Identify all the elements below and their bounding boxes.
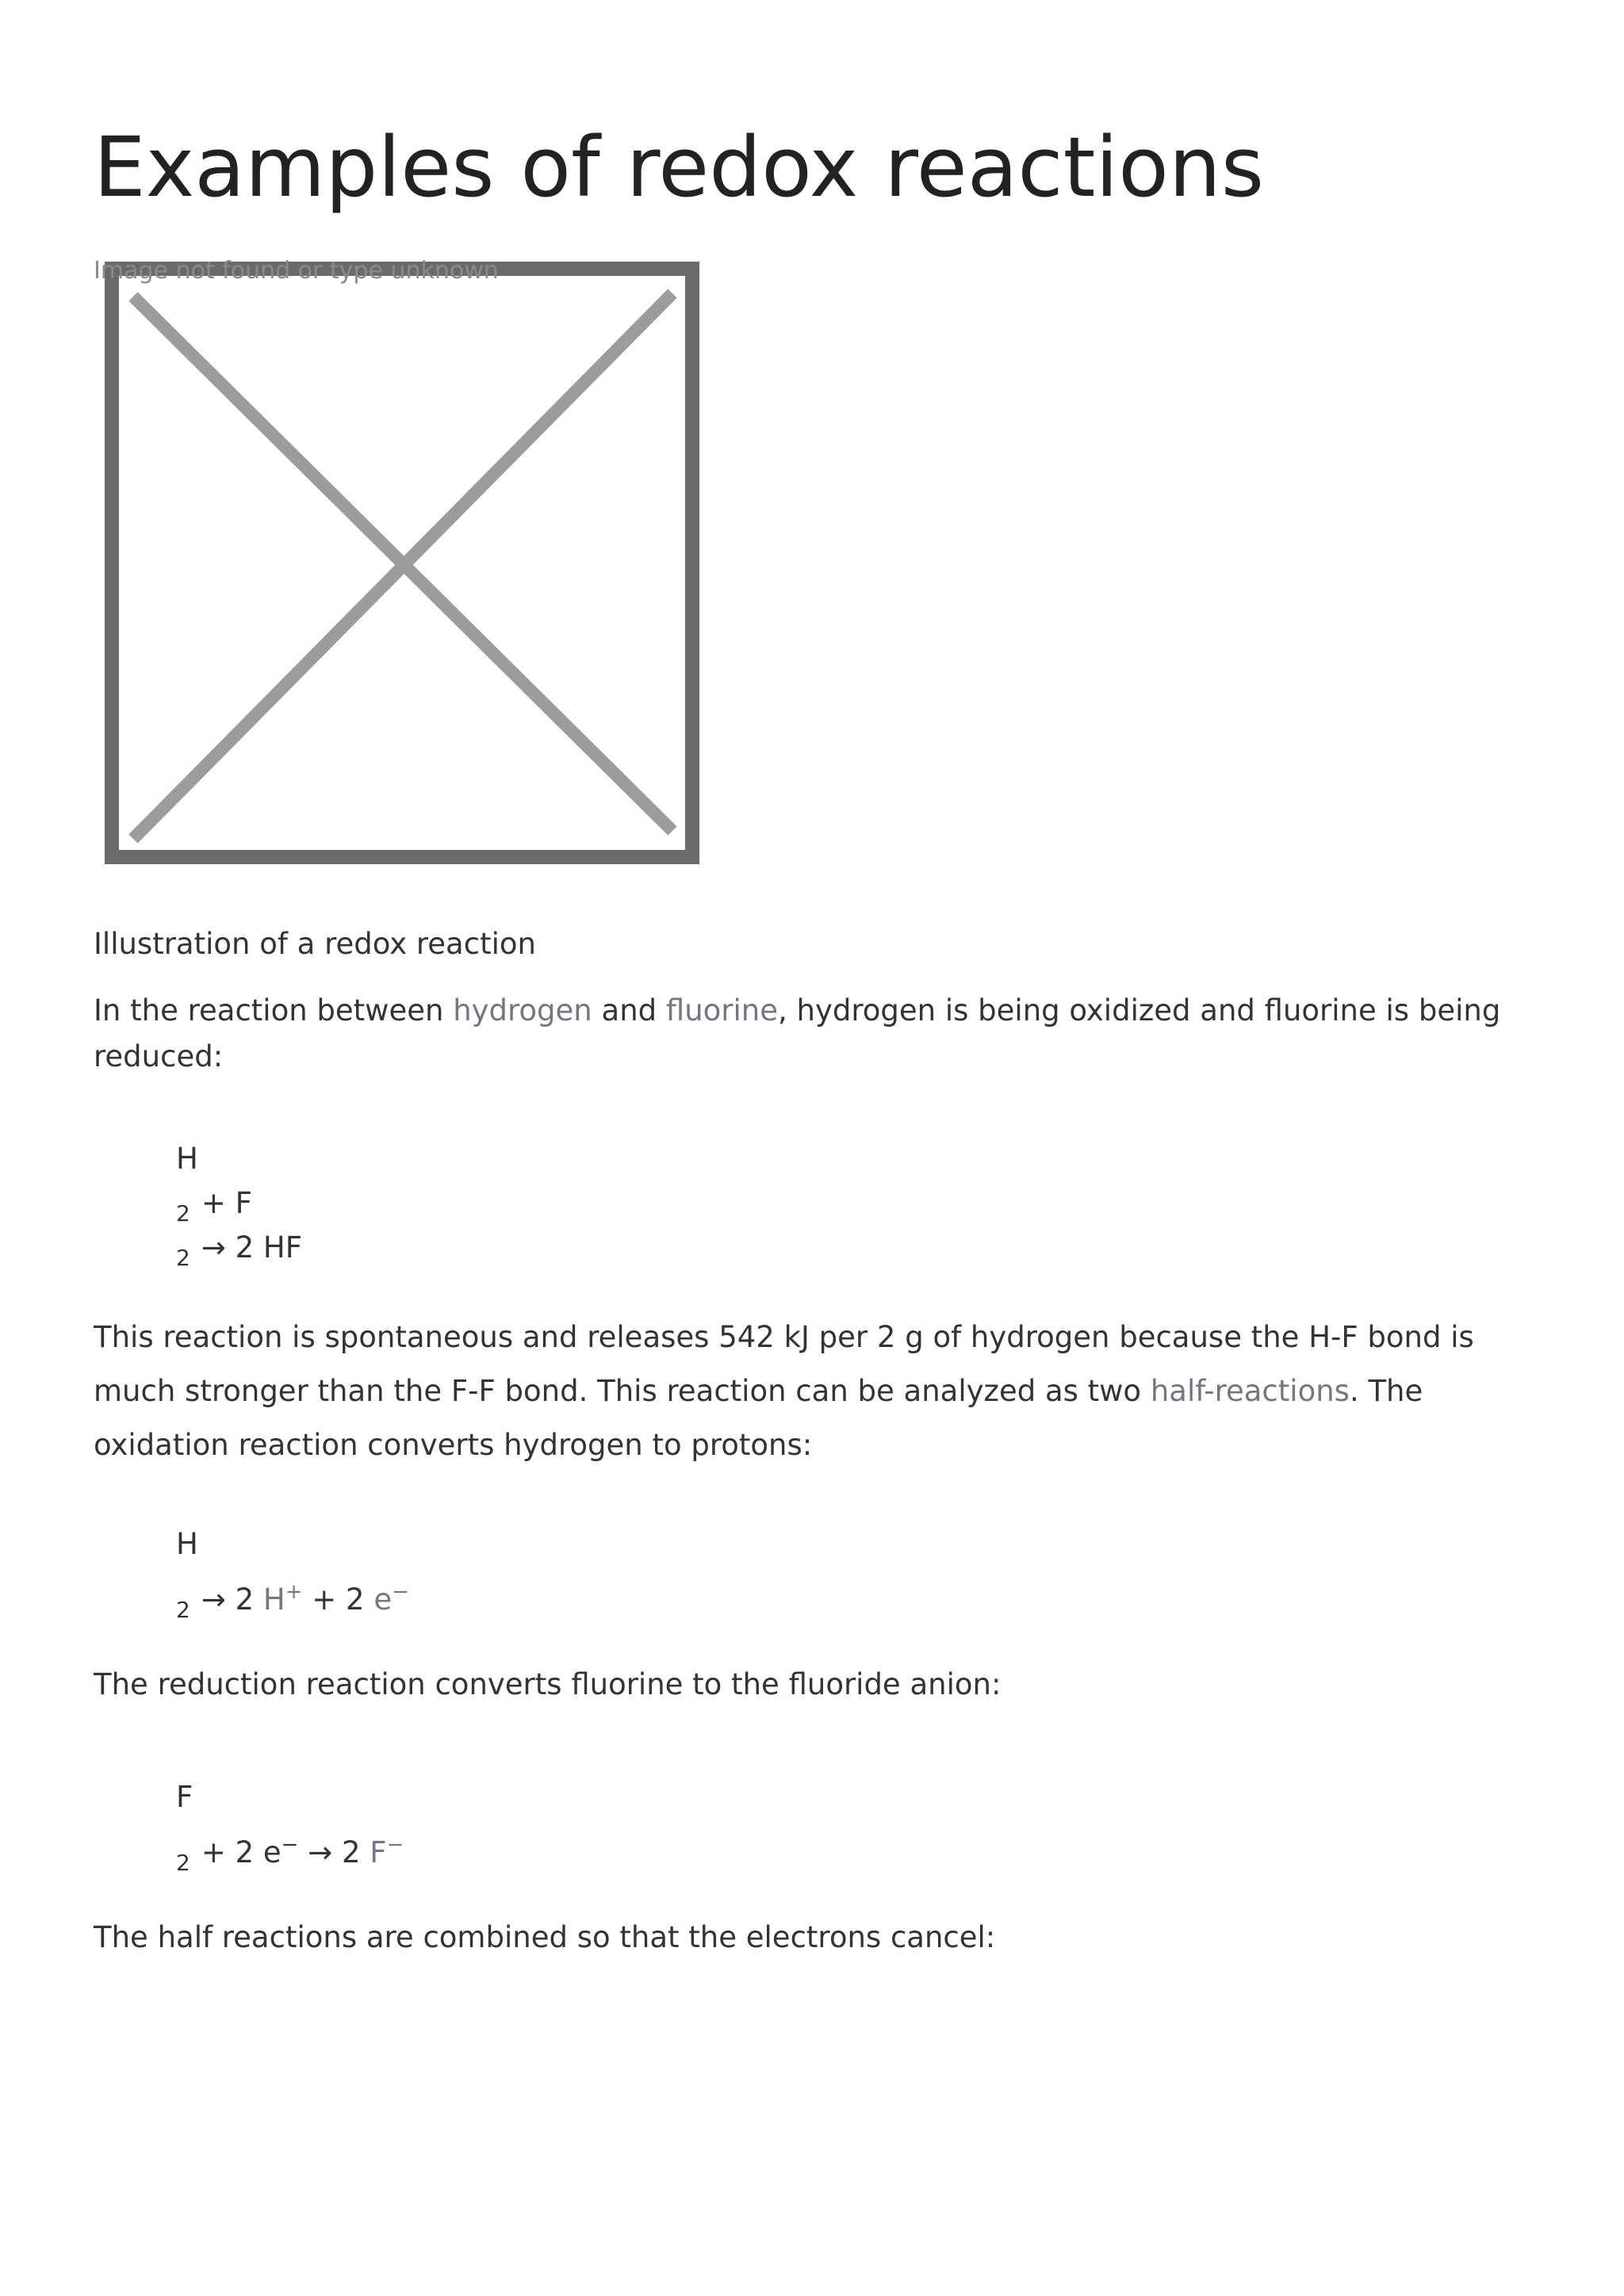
paragraph-half-reactions <box>94 1311 1530 1472</box>
eq-text: + 2 e <box>201 1835 282 1869</box>
figure <box>94 257 712 867</box>
eq-line <box>176 1580 409 1623</box>
eq-text: → 2 <box>201 1582 263 1617</box>
link-fluorine[interactable]: fluorine <box>665 993 779 1027</box>
eq-line <box>176 1186 252 1226</box>
link-text: F <box>370 1835 387 1869</box>
eq-line: H <box>176 1142 198 1176</box>
eq-text: → 2 <box>298 1835 370 1869</box>
subscript: 2 <box>176 1597 190 1623</box>
link-hydrogen[interactable]: hydrogen <box>453 993 592 1027</box>
subscript: 2 <box>176 1200 190 1226</box>
link-text: e <box>373 1582 393 1617</box>
superscript: − <box>281 1833 299 1857</box>
superscript: − <box>386 1833 404 1857</box>
eq-line: H <box>176 1527 198 1561</box>
text-run: , hydrogen is being oxidized and fluorine is being reduced: <box>94 993 1501 1073</box>
link-proton[interactable] <box>263 1582 303 1617</box>
text-run: and <box>592 993 666 1027</box>
eq-line: F <box>176 1780 193 1814</box>
image-missing-label: Image not found or type unknown <box>94 257 499 285</box>
subscript: 2 <box>176 1850 190 1876</box>
text-run: This reaction is spontaneous and releases 542 kJ per 2 g of hydrogen because the H-F bond is much stronger than the F-F bond. This reaction can be analyzed as two <box>94 1320 1474 1408</box>
text-run: . The oxidation reaction converts hydrogen to protons: <box>94 1374 1423 1462</box>
superscript: − <box>392 1580 409 1604</box>
eq-text: + F <box>201 1186 252 1220</box>
figure-caption: Illustration of a redox reaction <box>94 927 536 961</box>
paragraph-intro <box>94 988 1530 1080</box>
page-title: Examples of redox reactions <box>94 119 1265 216</box>
text-run: In the reaction between <box>94 993 454 1027</box>
eq-text: + 2 <box>302 1582 374 1617</box>
paragraph-reduction: The reduction reaction converts fluorine to the fluoride anion: <box>94 1667 1002 1701</box>
link-fluoride[interactable] <box>370 1835 404 1869</box>
paragraph-combine: The half reactions are combined so that the electrons cancel: <box>94 1920 996 1954</box>
link-text: H <box>262 1582 285 1617</box>
subscript: 2 <box>176 1245 190 1271</box>
link-electron[interactable] <box>373 1582 409 1617</box>
eq-line <box>176 1230 302 1271</box>
broken-image-icon <box>105 262 699 864</box>
eq-text: → 2 HF <box>201 1230 302 1265</box>
superscript: + <box>285 1580 303 1604</box>
eq-line <box>176 1833 404 1876</box>
link-half-reactions[interactable]: half-reactions <box>1150 1374 1350 1408</box>
